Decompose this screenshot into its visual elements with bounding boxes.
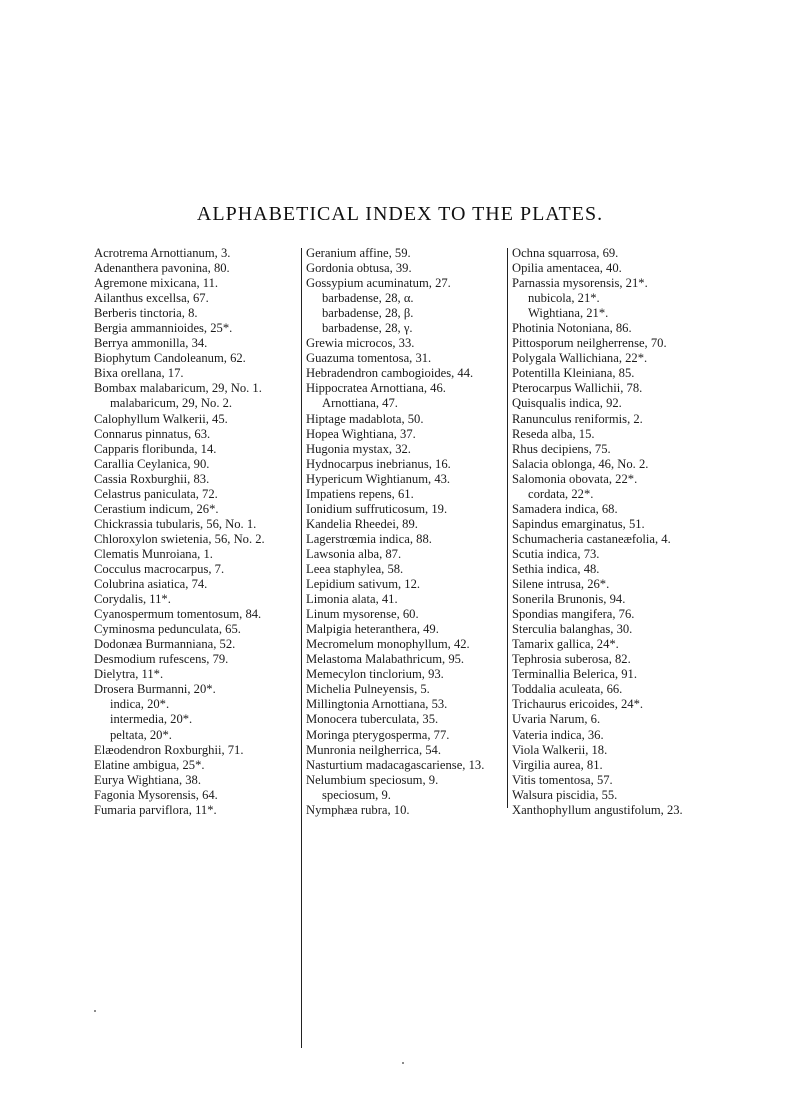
index-entry: Adenanthera pavonina, 80.	[94, 261, 230, 276]
index-entry: Salomonia obovata, 22*.	[512, 471, 638, 486]
index-entry: Polygala Wallichiana, 22*.	[512, 351, 648, 366]
index-entry: Sonerila Brunonis, 94.	[512, 592, 626, 607]
index-entry: Xanthophyllum angustifolum, 23.	[512, 802, 683, 817]
index-entry: Cyanospermum tomentosum, 84.	[94, 607, 262, 622]
index-entry: Chloroxylon swietenia, 56, No. 2.	[94, 531, 265, 546]
page-title: ALPHABETICAL INDEX TO THE PLATES.	[196, 203, 604, 225]
index-entry: Quisqualis indica, 92.	[512, 396, 622, 411]
index-entry: Linum mysorense, 60.	[306, 607, 419, 622]
index-entry: Virgilia aurea, 81.	[512, 757, 603, 772]
index-entry: Parnassia mysorensis, 21*.	[512, 276, 648, 291]
index-entry: Ionidium suffruticosum, 19.	[306, 501, 448, 516]
index-entry: Lagerstrœmia indica, 88.	[306, 531, 432, 546]
index-entry: Uvaria Narum, 6.	[512, 712, 601, 727]
index-entry: Carallia Ceylanica, 90.	[94, 456, 210, 471]
index-entry: intermedia, 20*.	[110, 712, 193, 727]
index-entry: Cassia Roxburghii, 83.	[94, 471, 210, 486]
index-entry: Elatine ambigua, 25*.	[94, 757, 205, 772]
index-entry: Celastrus paniculata, 72.	[94, 486, 218, 501]
index-entry: nubicola, 21*.	[528, 291, 600, 306]
index-entry: Ailanthus excellsa, 67.	[94, 291, 209, 306]
index-entry: Gordonia obtusa, 39.	[306, 261, 412, 276]
index-entry: Tamarix gallica, 24*.	[512, 637, 619, 652]
index-entry: barbadense, 28, γ.	[322, 321, 413, 336]
index-entry: Hugonia mystax, 32.	[306, 441, 411, 456]
index-entry: Wightiana, 21*.	[528, 306, 609, 321]
index-entry: Leea staphylea, 58.	[306, 561, 404, 576]
index-entry: Lepidium sativum, 12.	[306, 577, 421, 592]
index-entry: Cerastium indicum, 26*.	[94, 501, 219, 516]
index-entry: Fumaria parviflora, 11*.	[94, 802, 217, 817]
index-entry: Pittosporum neilgherrense, 70.	[512, 336, 667, 351]
index-entry: cordata, 22*.	[528, 486, 594, 501]
index-entry: Scutia indica, 73.	[512, 546, 600, 561]
index-entry: Nymphæa rubra, 10.	[306, 802, 410, 817]
index-entry: Walsura piscidia, 55.	[512, 787, 618, 802]
index-entry: Schumacheria castaneæfolia, 4.	[512, 531, 671, 546]
index-entry: Vateria indica, 36.	[512, 727, 604, 742]
index-entry: Viola Walkerii, 18.	[512, 742, 608, 757]
index-entry: Agremone mixicana, 11.	[94, 276, 219, 291]
index-entry: Toddalia aculeata, 66.	[512, 682, 623, 697]
index-entry: Connarus pinnatus, 63.	[94, 426, 211, 441]
index-column-2	[296, 246, 506, 818]
index-entry: Hippocratea Arnottiana, 46.	[306, 381, 446, 396]
index-entry: Berrya ammonilla, 34.	[94, 336, 208, 351]
index-entry: Impatiens repens, 61.	[306, 486, 414, 501]
index-entry: Corydalis, 11*.	[94, 592, 171, 607]
index-entry: Tephrosia suberosa, 82.	[512, 652, 631, 667]
index-entry: Hydnocarpus inebrianus, 16.	[306, 456, 451, 471]
index-entry: Sapindus emarginatus, 51.	[512, 516, 645, 531]
index-entry: Hebradendron cambogioides, 44.	[306, 366, 474, 381]
index-entry: Vitis tomentosa, 57.	[512, 772, 613, 787]
index-entry: speciosum, 9.	[322, 787, 391, 802]
index-entry: Desmodium rufescens, 79.	[94, 652, 229, 667]
index-entry: Mecromelum monophyllum, 42.	[306, 637, 470, 652]
index-entry: Potentilla Kleiniana, 85.	[512, 366, 635, 381]
index-entry: Geranium affine, 59.	[306, 246, 411, 260]
index-entry: Gossypium acuminatum, 27.	[306, 276, 451, 291]
paper-speck	[402, 1062, 404, 1064]
index-entry: Hiptage madablota, 50.	[306, 411, 424, 426]
index-entry: Bixa orellana, 17.	[94, 366, 184, 381]
index-entry: Salacia oblonga, 46, No. 2.	[512, 456, 649, 471]
index-entry: peltata, 20*.	[110, 727, 172, 742]
index-entry: indica, 20*.	[110, 697, 170, 712]
index-entry: Photinia Notoniana, 86.	[512, 321, 632, 336]
index-entry: Clematis Munroiana, 1.	[94, 546, 213, 561]
index-entry: Acrotrema Arnottianum, 3.	[94, 246, 231, 260]
index-entry: Spondias mangifera, 76.	[512, 607, 635, 622]
index-entry: Guazuma tomentosa, 31.	[306, 351, 432, 366]
index-entry: Reseda alba, 15.	[512, 426, 595, 441]
index-entry: Capparis floribunda, 14.	[94, 441, 217, 456]
index-entry: Dodonæa Burmanniana, 52.	[94, 637, 236, 652]
index-entry: Moringa pterygosperma, 77.	[306, 727, 450, 742]
index-entry: Hypericum Wightianum, 43.	[306, 471, 451, 486]
index-entry: Samadera indica, 68.	[512, 501, 618, 516]
index-entry: Opilia amentacea, 40.	[512, 261, 622, 276]
index-entry: Lawsonia alba, 87.	[306, 546, 402, 561]
index-entry: Memecylon tinclorium, 93.	[306, 667, 444, 682]
index-entry: Drosera Burmanni, 20*.	[94, 682, 216, 697]
index-entry: Kandelia Rheedei, 89.	[306, 516, 418, 531]
index-entry: Monocera tuberculata, 35.	[306, 712, 439, 727]
index-entry: Nelumbium speciosum, 9.	[306, 772, 439, 787]
index-entry: Colubrina asiatica, 74.	[94, 577, 208, 592]
index-entry: Limonia alata, 41.	[306, 592, 398, 607]
index-entry: Melastoma Malabathricum, 95.	[306, 652, 465, 667]
paper-speck	[94, 1010, 96, 1012]
index-entry: Silene intrusa, 26*.	[512, 577, 610, 592]
index-entry: Hopea Wightiana, 37.	[306, 426, 416, 441]
index-entry: Eurya Wightiana, 38.	[94, 772, 201, 787]
index-entry: Nasturtium madacagascariense, 13.	[306, 757, 485, 772]
index-entry: Sethia indica, 48.	[512, 561, 600, 576]
index-entry: Trichaurus ericoides, 24*.	[512, 697, 644, 712]
index-entry: Millingtonia Arnottiana, 53.	[306, 697, 448, 712]
index-entry: barbadense, 28, α.	[322, 291, 414, 306]
index-entry: Berberis tinctoria, 8.	[94, 306, 198, 321]
index-column-3	[502, 246, 732, 818]
index-entry: Michelia Pulneyensis, 5.	[306, 682, 430, 697]
index-entry: Arnottiana, 47.	[322, 396, 398, 411]
index-entry: Fagonia Mysorensis, 64.	[94, 787, 218, 802]
index-entry: Pterocarpus Wallichii, 78.	[512, 381, 643, 396]
index-entry: barbadense, 28, β.	[322, 306, 414, 321]
index-entry: Terminallia Belerica, 91.	[512, 667, 638, 682]
index-entry: Biophytum Candoleanum, 62.	[94, 351, 246, 366]
index-entry: Elæodendron Roxburghii, 71.	[94, 742, 244, 757]
index-entry: Ranunculus reniformis, 2.	[512, 411, 643, 426]
index-entry: Bombax malabaricum, 29, No. 1.	[94, 381, 262, 396]
index-entry: Chickrassia tubularis, 56, No. 1.	[94, 516, 257, 531]
index-entry: Bergia ammannioides, 25*.	[94, 321, 233, 336]
index-entry: malabaricum, 29, No. 2.	[110, 396, 233, 411]
index-entry: Sterculia balanghas, 30.	[512, 622, 633, 637]
index-entry: Malpigia heteranthera, 49.	[306, 622, 439, 637]
index-entry: Cyminosma pedunculata, 65.	[94, 622, 241, 637]
index-entry: Calophyllum Walkerii, 45.	[94, 411, 228, 426]
index-entry: Dielytra, 11*.	[94, 667, 164, 682]
index-entry: Cocculus macrocarpus, 7.	[94, 561, 225, 576]
index-entry: Grewia microcos, 33.	[306, 336, 415, 351]
index-entry: Ochna squarrosa, 69.	[512, 246, 619, 260]
index-entry: Rhus decipiens, 75.	[512, 441, 611, 456]
index-column-1	[94, 246, 286, 818]
index-entry: Munronia neilgherrica, 54.	[306, 742, 441, 757]
